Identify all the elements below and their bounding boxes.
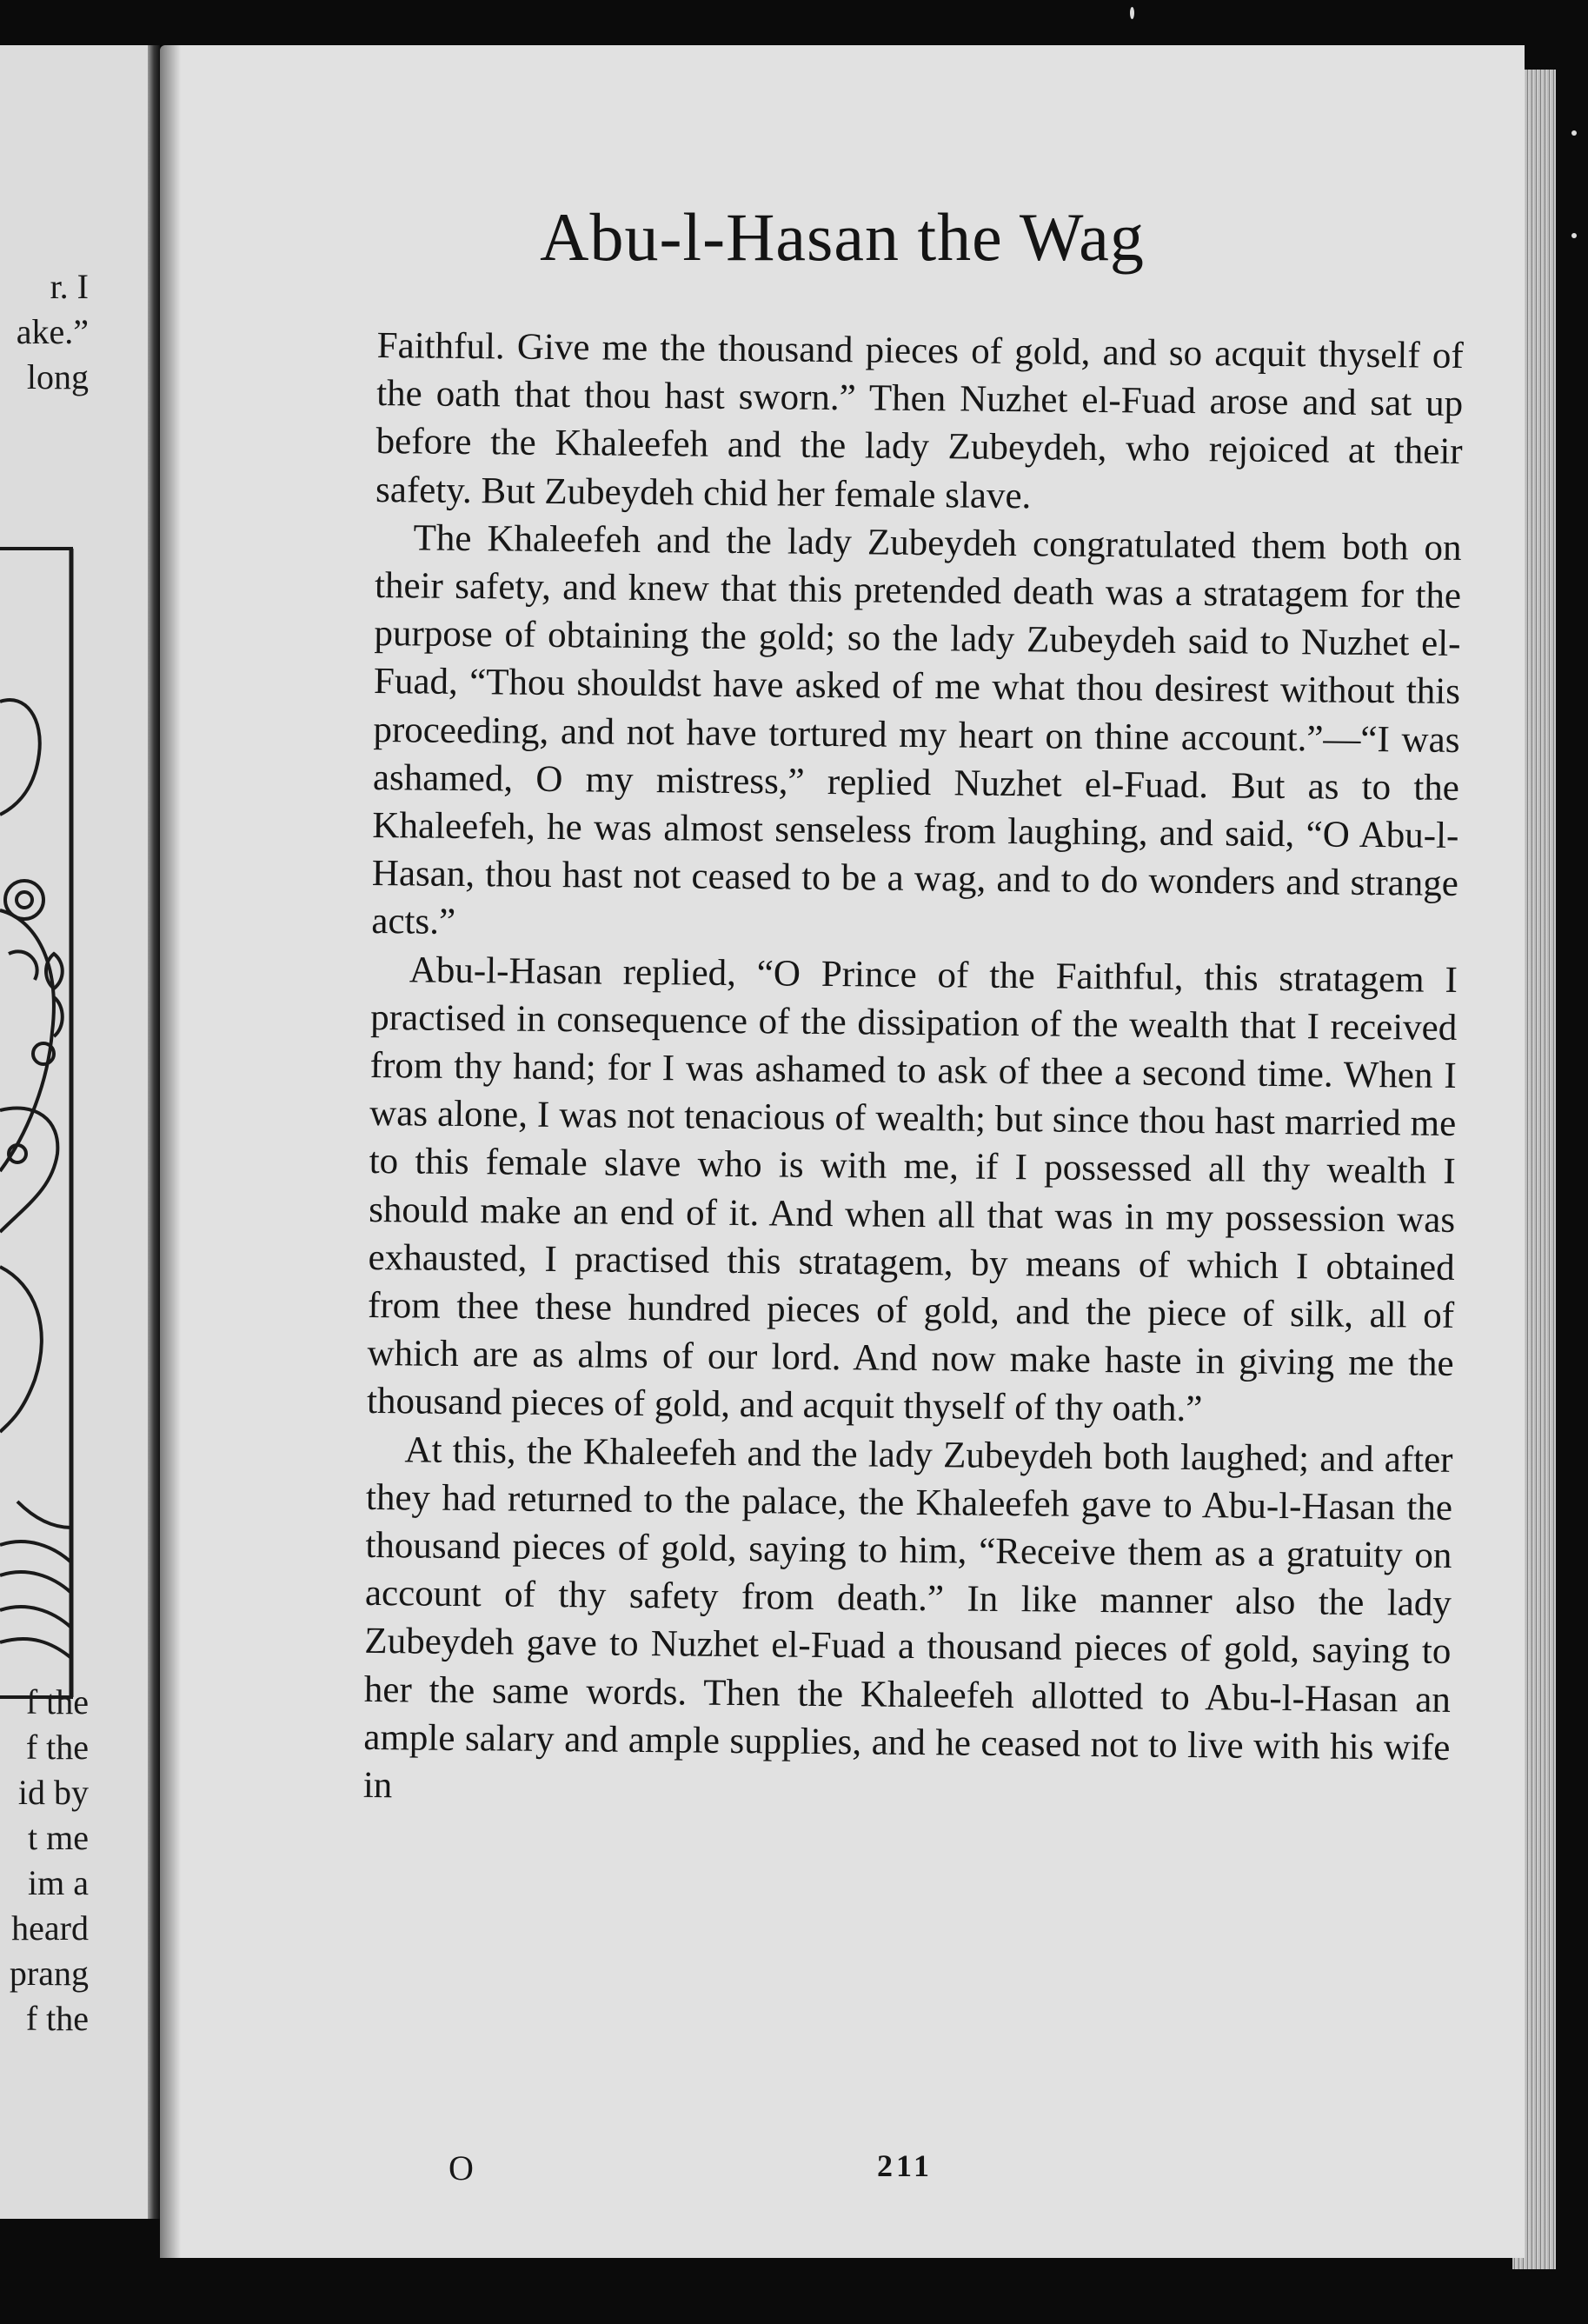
page-title: Abu-l-Hasan the Wag <box>540 199 1145 275</box>
left-page-line: r. I <box>50 267 89 306</box>
left-page-line: prang <box>9 1954 89 1993</box>
paragraph: The Khaleefeh and the lady Zubeydeh congratulated them both on their safety, and knew that this pretended death was a stratagem for the purpose of obtaining the gold; so the lady Zubeydeh said to Nuzhet el-Fuad, “Thou shouldst have asked of me what thou desirest without this proceeding, and not have tortured my heart on thine account.”—“I was ashamed, O my mistress,” replied Nuzhet el-Fuad. But as to the Khaleefeh, he was almost senseless from laughing, and said, “O Abu-l-Hasan, thou hast not ceased to be a wag, and to do wonders and strange acts.” <box>371 517 1462 943</box>
left-page-line: id by <box>17 1773 89 1812</box>
left-page-line: heard <box>11 1908 89 1948</box>
left-page-line: im a <box>28 1863 89 1902</box>
left-page-top-text <box>17 264 89 400</box>
book-page <box>160 45 1525 2258</box>
paragraph: Faithful. Give me the thousand pieces of gold, and so acquit thyself of the oath that thou hast sworn.” Then Nuzhet el-Fuad arose and sat up before the Khaleefeh and the lady Zubeydeh, who rejoiced at their safety. But Zubeydeh chid her female slave. <box>375 324 1464 516</box>
left-page-line: long <box>26 357 89 396</box>
scan-speck <box>1130 7 1134 19</box>
left-page-line: f the <box>25 1682 89 1721</box>
left-page-line: ake.” <box>16 312 89 351</box>
signature-mark: O <box>448 2148 474 2187</box>
scan-speck <box>1571 130 1577 136</box>
paragraph: Abu-l-Hasan replied, “O Prince of the Faithful, this stratagem I practised in consequence of the dissipation of the wealth that I received from thy hand; for I was ashamed to ask of thee a second time. When I was alone, I was not tenacious of wealth; but since thou hast married me to this female slave who is with me, if I possessed all thy wealth I should make an end of it. And when all that was in my possession was exhausted, I practised this stratagem, by means of which I obtained from thee these hundred pieces of gold, and the piece of silk, all of which are as alms of our lord. And now make haste in giving me the thousand pieces of gold, and acquit thyself of thy oath.” <box>366 949 1458 1430</box>
left-page-line: f the <box>25 1728 89 1767</box>
page-body <box>363 322 1464 1820</box>
page-number: 211 <box>877 2148 934 2183</box>
left-page-bottom-text <box>10 1680 89 2041</box>
scan-speck <box>1571 233 1577 238</box>
left-facing-page <box>0 45 155 2219</box>
left-page-illustration <box>0 545 155 1719</box>
left-page-line: t me <box>28 1818 89 1857</box>
paragraph: At this, the Khaleefeh and the lady Zubeydeh both laughed; and after they had returned to the palace, the Khaleefeh gave to Abu-l-Hasan the thousand pieces of gold, saying to him, “Receive them as a gratuity on account of thy safety from death.” In like manner also the lady Zubeydeh gave to Nuzhet el-Fuad a thousand pieces of gold, saying to her the same words. Then the Khaleefeh allotted to Abu-l-Hasan an ample salary and ample supplies, and he ceased not to live with his wife in <box>362 1429 1453 1807</box>
book-gutter <box>148 45 160 2219</box>
page-gutter-shadow <box>160 45 181 2258</box>
left-page-line: f the <box>25 1999 89 2038</box>
